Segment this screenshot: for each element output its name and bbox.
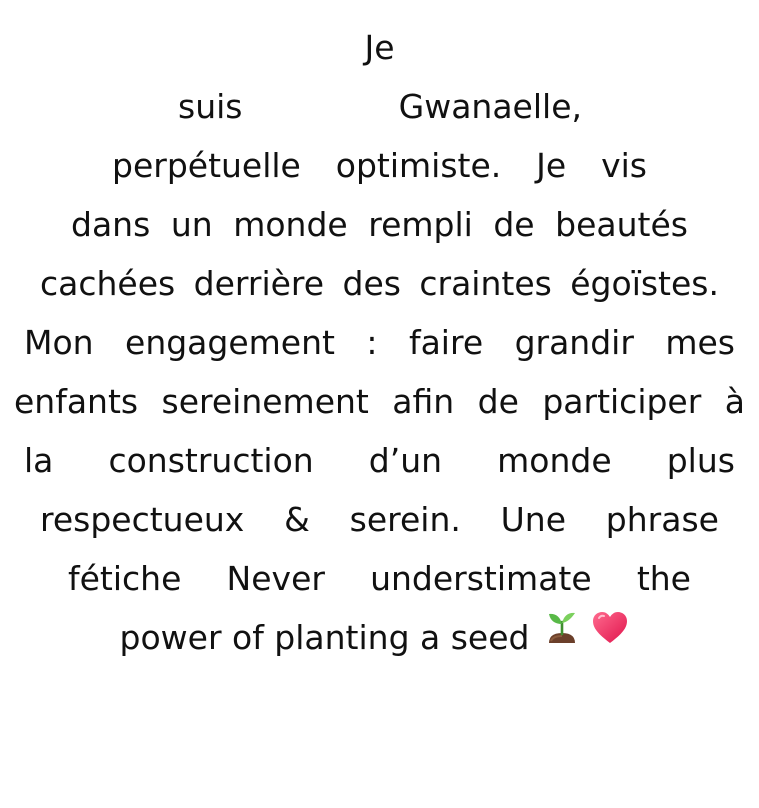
bio-word: afin <box>392 382 455 421</box>
bio-word: Je <box>536 146 567 185</box>
bio-word: & <box>284 500 310 539</box>
bio-line <box>0 549 759 608</box>
bio-word: power of planting a seed <box>119 618 530 657</box>
bio-word: optimiste. <box>335 146 502 185</box>
bio-line <box>0 490 759 549</box>
bio-word: construction <box>108 441 314 480</box>
bio-word: engagement <box>125 323 335 362</box>
bio-word: des <box>342 264 401 303</box>
bio-word: de <box>493 205 535 244</box>
bio-word: plus <box>666 441 735 480</box>
bio-word: fétiche <box>68 559 182 598</box>
bio-word: dans <box>71 205 151 244</box>
bio-word: derrière <box>193 264 325 303</box>
bio-word: serein. <box>349 500 461 539</box>
bio-word: respectueux <box>40 500 245 539</box>
bio-word: un <box>170 205 213 244</box>
bio-word: faire <box>408 323 484 362</box>
bio-line <box>0 313 759 372</box>
bio-word: the <box>636 559 691 598</box>
bio-text <box>0 18 759 667</box>
bio-word: de <box>477 382 519 421</box>
bio-line <box>0 431 759 490</box>
bio-word: suis <box>178 87 243 126</box>
seedling-icon <box>543 608 581 648</box>
bio-word: perpétuelle <box>112 146 301 185</box>
bio-word: Mon <box>24 323 94 362</box>
bio-line <box>0 372 759 431</box>
bio-line <box>0 195 759 254</box>
bio-line <box>0 136 759 195</box>
bio-line <box>0 18 759 77</box>
bio-word: mes <box>665 323 735 362</box>
bio-word: monde <box>497 441 612 480</box>
bio-word: à <box>724 382 745 421</box>
bio-word: d’un <box>368 441 443 480</box>
bio-line <box>0 77 759 136</box>
bio-line <box>0 254 759 313</box>
bio-word: beautés <box>555 205 688 244</box>
bio-word: phrase <box>605 500 719 539</box>
bio-word: monde <box>233 205 348 244</box>
bio-line <box>0 608 759 667</box>
heart-icon <box>591 608 629 648</box>
bio-word: Never <box>226 559 325 598</box>
bio-word: grandir <box>514 323 634 362</box>
bio-word: Gwanaelle, <box>398 87 582 126</box>
bio-word: understimate <box>370 559 592 598</box>
bio-word: Une <box>500 500 567 539</box>
bio-word: Je <box>364 28 395 67</box>
bio-word: cachées <box>40 264 176 303</box>
bio-word: la <box>24 441 54 480</box>
bio-word: participer <box>542 382 702 421</box>
bio-word: égoïstes. <box>570 264 719 303</box>
bio-word: : <box>366 323 378 362</box>
bio-word: rempli <box>368 205 473 244</box>
bio-word: vis <box>601 146 647 185</box>
bio-word: sereinement <box>161 382 369 421</box>
bio-word: enfants <box>14 382 139 421</box>
bio-word: craintes <box>419 264 552 303</box>
